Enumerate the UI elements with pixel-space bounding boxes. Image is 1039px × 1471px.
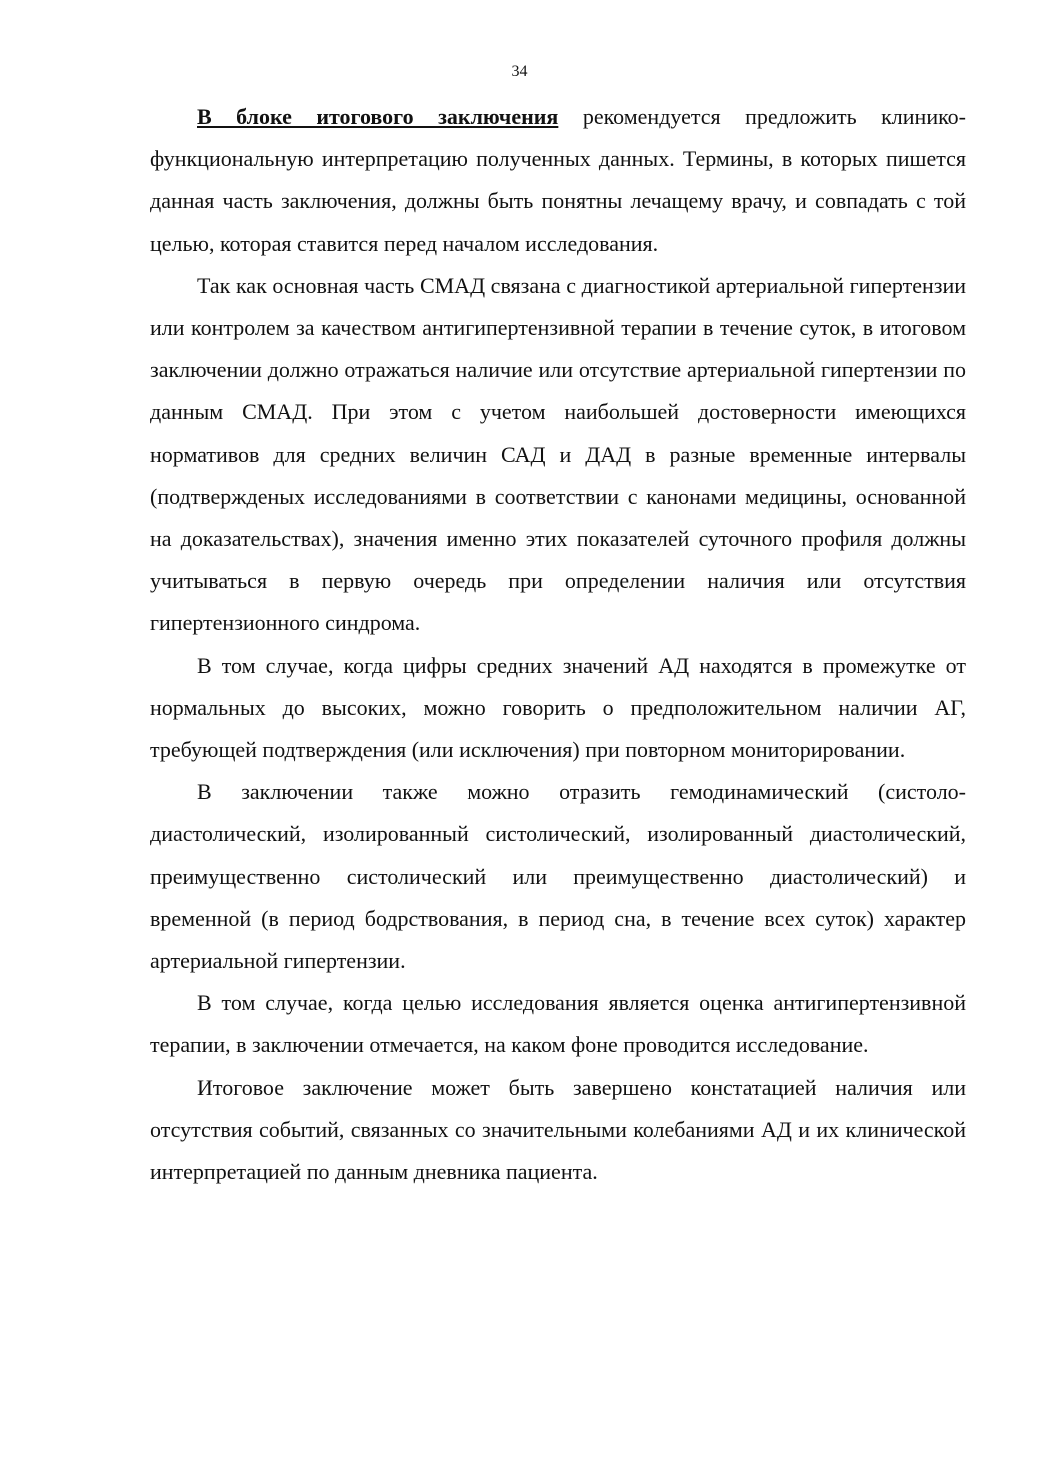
paragraph-text: рекомендуется предложить клинико-функциональную интерпретацию полученных данных. Термины, в которых пишется данная часть заключения, должны быть понятны лечащему врачу, и совпадать с той целью, которая ставится перед началом исследования.: [150, 104, 966, 256]
paragraph-hypertension-diagnostics: Так как основная часть СМАД связана с диагностикой артериальной гипертензии или контролем за качеством антигипертензивной терапии в течение суток, в итоговом заключении должно отражаться наличие или отсутствие артериальной гипертензии по данным СМАД. При этом с учетом наибольшей достоверности имеющихся нормативов для средних величин САД и ДАД в разные временные интервалы (подтвержденых исследованиями в соответствии с канонами медицины, основанной на доказательствах), значения именно этих показателей суточного профиля должны учитываться в первую очередь при определении наличия или отсутствия гипертензионного синдрома.: [150, 272, 966, 636]
paragraph-diary-events: Итоговое заключение может быть завершено констатацией наличия или отсутствия событий, связанных со значительными колебаниями АД и их клинической интерпретацией по данным дневника пациента.: [150, 1074, 966, 1185]
text-body: [150, 96, 966, 1193]
paragraph-therapy-evaluation: В том случае, когда целью исследования является оценка антигипертензивной терапии, в заключении отмечается, на каком фоне проводится исследование.: [150, 990, 966, 1058]
paragraph-final-conclusion-block: [150, 96, 966, 265]
paragraph-presumptive-hypertension: В том случае, когда цифры средних значений АД находятся в промежутке от нормальных до высоких, можно говорить о предположительном наличии АГ, требующей подтверждения (или исключения) при повторном мониторировании.: [150, 652, 966, 763]
paragraph-lead-heading: В блоке итогового заключения: [197, 104, 559, 129]
page-number: 34: [511, 63, 528, 80]
paragraph-hemodynamic-character: В заключении также можно отразить гемодинамический (систоло-диастолический, изолированный систолический, изолированный диастолический, преимущественно систолический или преимущественно диастолический) и временной (в период бодрствования, в период сна, в течение всех суток) характер артериальной гипертензии.: [150, 779, 966, 974]
